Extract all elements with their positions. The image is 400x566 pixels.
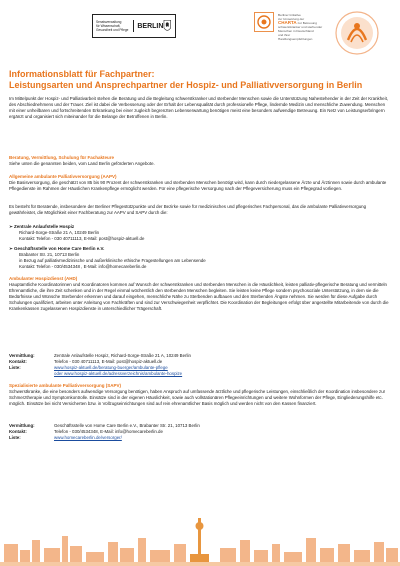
palliative-network-logo [334,10,380,56]
charta-logo [254,10,330,56]
row-key: Kontakt: [9,359,27,364]
contact-hospiz-title: ➢ Zentrale Anlaufstelle Hospiz [9,224,75,229]
berlin-skyline-illustration [0,514,400,566]
contact-hospiz-address: Richard-Sorge-Straße 21 A, 10249 Berlin [19,230,100,235]
row-key: Kontakt: [9,429,27,434]
contact-homecare-address: Brabanter Str. 21, 10713 Berlin [19,252,80,257]
row-key: Liste: [9,435,21,440]
berlin-wordmark: BERLIN [137,22,164,30]
ahd-row-liste-alt [9,371,182,377]
senat-name: Senatsverwaltung für Wissenschaft, Gesundheit und Pflege [93,20,134,33]
section-title-sapv: Spezialisierte ambulante Palliativversorgung (SAPV) [9,383,122,388]
section-title-ahd: Ambulanter Hospizdienst (AHD) [9,276,78,281]
senat-logo [92,14,176,38]
charta-emblem-icon [254,12,274,32]
page-title: Informationsblatt für Fachpartner: Leistungsarten und Ansprechpartner der Hospiz- und Palliativversorgung in Berlin [9,69,363,90]
contact-homecare-title: ➢ Geschäftsstelle von Home Care Berlin e.V. [9,246,105,251]
row-key: Liste: [9,365,21,370]
section-text-sapv: Schwerstkranke, die eine besonders aufwendige Versorgung benötigen, haben Anspruch auf umfassende ärztliche und pflegerische Leistungen, einschließlich der Koordination insbesondere zur Schmerztherapie und Symptomkontrolle. Einsätze sind in der eigenen Häuslichkeit, sowie auch vollstationären Pflegeeinrichtungen und weitere Wohnformen der Pflege, Eingliederungshilfe etc. möglich. Einsätze bei nicht Versicherten bzw. in Vollzugseinrichtungen sind auf rein ehrenamtlicher Basis möglich und werden nicht von den Kassen finanziert. [9,389,386,406]
section-title-aapv: Allgemeine ambulante Palliativversorgung (AAPV) [9,174,117,179]
section-text-aapv: Die Basisversorgung, die geschätzt von 85 bis 90 Prozent der schwerstkranken und sterbenden Menschen benötigt wird, kann durch niedergelassene Ärzte und Ärztinnen sowie durch ambulante Pflegedienste im Rahmen der Häuslichen Krankenpflege ermöglicht werden. Für eine pflegerische Versorgung nach der Pflegeversicherung muss ein Pflegegrad vorliegen. [9,180,387,191]
intro-paragraph: Im Mittelpunkt der Hospiz- und Palliativarbeit stehen die Beratung und die Begleitung schwerstkranker und sterbender Menschen sowie die Unterstützung Nahestehender in der Zeit der Krankheit, des Abschiednehmens und der Trauer. Ziel ist dabei die Verbesserung oder der Erhalt der Lebensqualität durch professionelle Pflege, lindernde Medizin und menschliche Zuwendung. Menschen mit einer unheilbaren und fortschreitenden Erkrankung bei einer zugleich begrenzten Lebenserwartung benötigen meist eine besonders aufwendige Betreuung. Ein Netz von Leistungserbringern ergänzt und organisiert sich miteinander für die Belange der Betroffenen in Berlin. [9,96,389,119]
row-value: Telefon - 030/4534348, E-Mail: info@homecareberlin.de [54,429,163,434]
row-key: Vermittlung: [9,423,35,428]
row-value: Zentrale Anlaufstelle Hospiz, Richard-Sorge-Straße 21 A, 10249 Berlin [54,353,191,358]
contact-hospiz-phone: Kontakt: Telefon - 030 40711113, E-Mail: post@hospiz-aktuell.de [19,236,145,241]
row-key: Vermittlung: [9,353,35,358]
row-key [9,371,54,377]
sapv-list-link[interactable]: www.homecareberlin.de/versorger/ [54,435,122,440]
row-value: Geschäftsstelle von Home Care Berlin e.V., Brabanter Str. 21, 10713 Berlin [54,423,200,428]
section-text-ahd: Hauptamtliche Koordinatorinnen und Koordinatoren kommen auf Wunsch der schwerstkranken und sterbenden Menschen in die Häuslichkeit, leisten palliativ-pflegerische Beratung und vermitteln Ehrenamtliche, die ihre Zeit schenken und in der Regel einmal wöchentlich den sterbenden Menschen begleiten. Sie leisten keine Pflege sondern psychosoziale Unterstützung, in dem sie die Bedürfnisse und Wünsche Sterbender erkennen und darauf eingehen, menschliche Nähe zu Sterbenden aufbauen und den Sterbenden Ängste nehmen. Sie werden für diese Aufgabe durch Schulungen qualifiziert, arbeiten unter Anleitung von Fachkräften und sind zur Verschwiegenheit verpflichtet. Die Koordination der Begleitungen erfolgt über angestellte Mitarbeitende von durch die Krankenkassen zugelassenen Hospizdienste in unterschiedlicher Trägerschaft. [9,282,389,311]
contact-homecare-note: in Bezug auf palliativmedizinische und außerklinische ethische Fragestellungen am Lebensende [19,258,206,263]
section-text-beratung: Siehe unten die genannten beiden, vom Land Berlin geförderten Angebote. [9,161,155,166]
charta-caption: Berliner Initiative zur Umsetzung der CHARTA zur Betreuung schwerstkranker und sterbender Menschen in Deutschland und ihrer Handlungsempfehlungen [278,13,323,41]
ahd-list-link[interactable]: www.hospiz-aktuell.de/beratung-buerger/ambulante-pflege [54,365,168,370]
row-value: Telefon - 030 40711113, E-Mail: post@hospiz-aktuell.de [54,359,163,364]
contact-homecare-phone: Kontakt: Telefon - 030/4534348 , E-Mail: info@homecareberlin.de [19,264,147,269]
berlin-bear-icon [163,19,172,33]
section-title-beratung: Beratung, Vermittlung, Schulung für Fachakteure [9,155,115,160]
ahd-list-link-alt[interactable]: oder www.hospiz-aktuell.de/adressverzeichnis/ambulante-hospize [54,371,183,376]
sapv-row-liste [9,435,122,441]
section-text-aapv-2: Es besteht für Beratende, insbesondere der Berliner Pflegestützpunkte und der Bezirke sowie für medizinisches und pflegerisches Fachpersonal, das die ambulante Palliativversorgung gewährleistet, die Möglichkeit einer Fachberatung zur AAPV und SAPV durch die: [9,204,367,215]
